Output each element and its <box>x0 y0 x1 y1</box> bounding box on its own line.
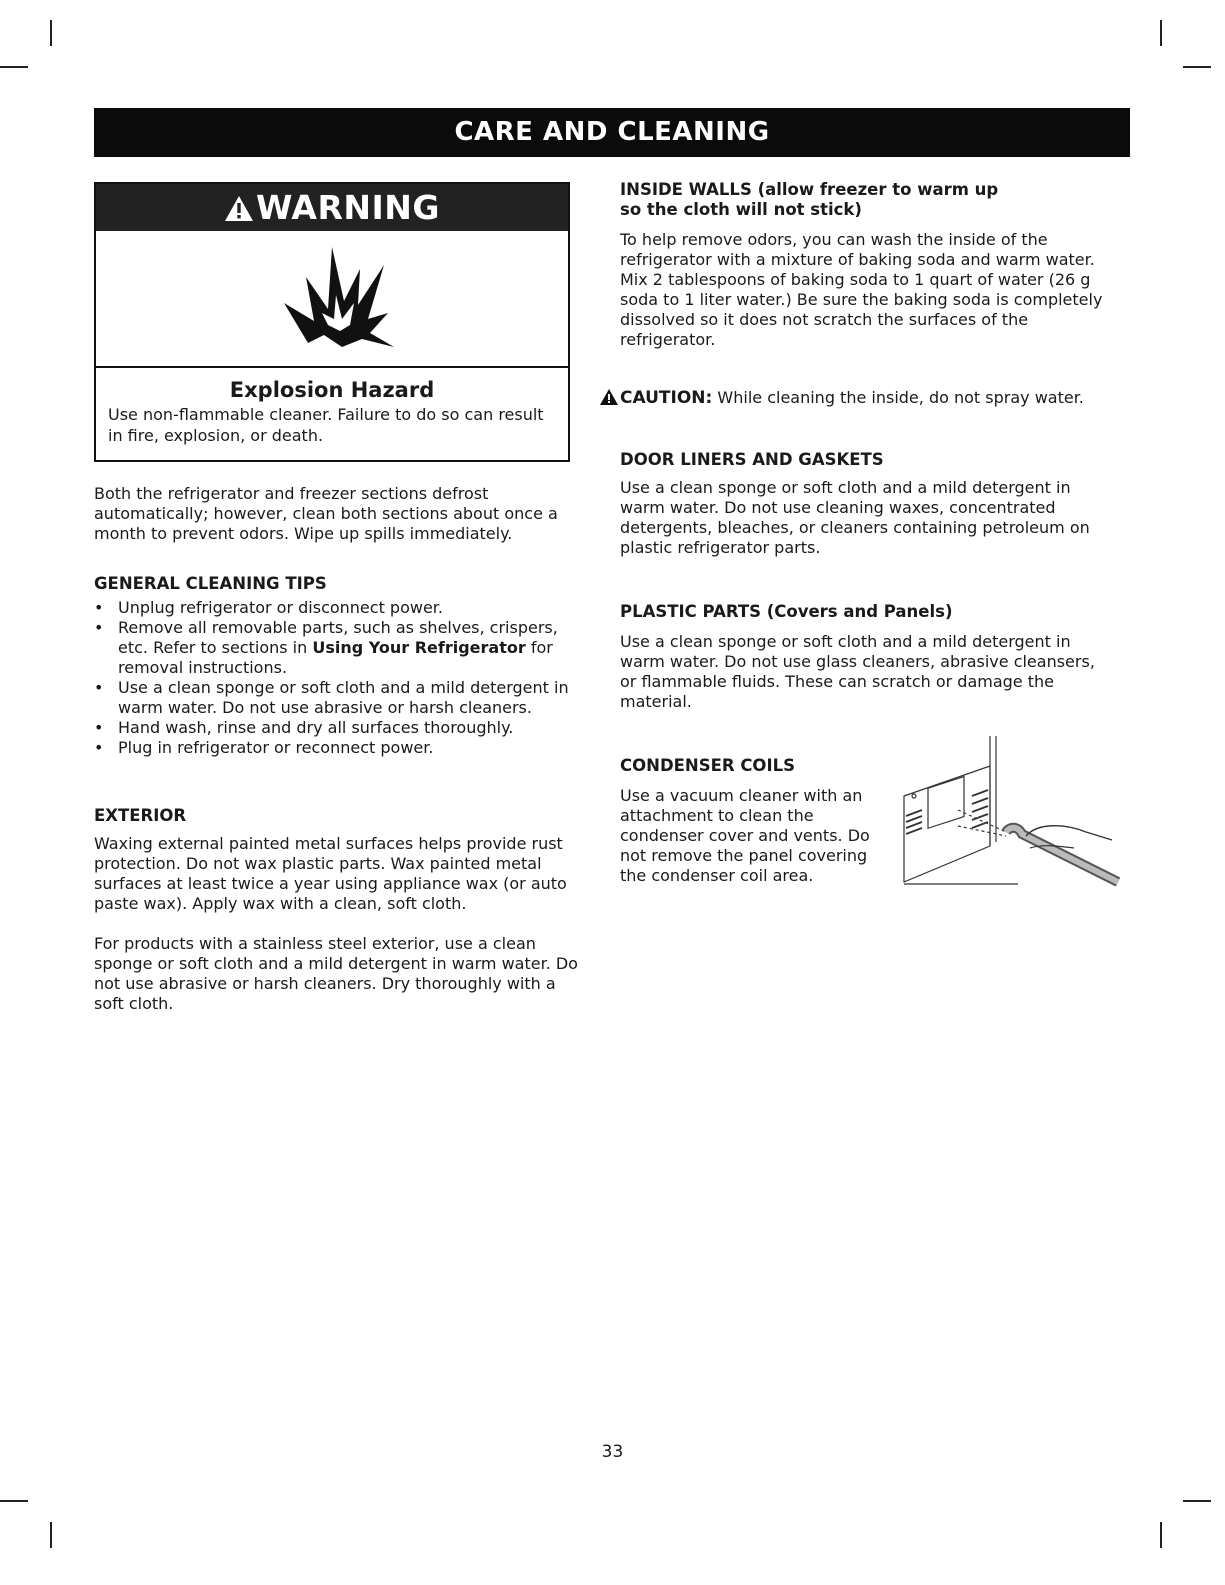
list-item: • Plug in refrigerator or reconnect power. <box>94 738 584 758</box>
door-liners-section <box>620 450 1118 558</box>
crop-mark <box>50 1522 52 1548</box>
exterior-section <box>94 806 584 1014</box>
warning-triangle-icon <box>224 187 254 234</box>
hazard-text: Use non-flammable cleaner. Failure to do so can result in fire, explosion, or death. <box>108 405 544 445</box>
warning-box <box>94 182 570 462</box>
door-heading: DOOR LINERS AND GASKETS <box>620 450 884 469</box>
exterior-heading: EXTERIOR <box>94 806 187 825</box>
general-list <box>94 598 584 758</box>
list-item: • Remove all removable parts, such as shelves, crispers, etc. Refer to sections in Using Your Refrigerator for removal instructions. <box>94 618 584 678</box>
inside-text: To help remove odors, you can wash the inside of the refrigerator with a mixture of baking soda and warm water. Mix 2 tablespoons of baking soda to 1 quart of water (26 g soda to 1 liter water.) Be sure the baking soda is completely dissolved so it does not scratch the surfaces of the refrigerator. <box>620 230 1103 349</box>
inside-walls-section <box>620 180 1118 350</box>
crop-mark <box>0 66 28 68</box>
exterior-text: Waxing external painted metal surfaces helps provide rust protection. Do not wax plastic parts. Wax painted metal surfaces at least twice a year using appliance wax (or auto paste wax). Apply wax with a clean, soft cloth. <box>94 834 567 913</box>
inside-heading: INSIDE WALLS (allow freezer to warm up so the cloth will not stick) <box>620 180 999 219</box>
warning-illustration <box>96 231 568 368</box>
crop-mark <box>1183 66 1211 68</box>
warning-header <box>96 184 568 231</box>
plastic-parts-section <box>620 602 1110 712</box>
crop-mark <box>1183 1500 1211 1502</box>
section-reference: Using Your Refrigerator <box>312 638 526 657</box>
caution-text: While cleaning the inside, do not spray water. <box>712 388 1084 407</box>
intro-text: Both the refrigerator and freezer sections defrost automatically; however, clean both sections about once a month to prevent odors. Wipe up spills immediately. <box>94 484 558 543</box>
crop-mark <box>1160 1522 1162 1548</box>
condenser-section <box>620 756 870 886</box>
general-cleaning-section <box>94 574 584 758</box>
hazard-title: Explosion Hazard <box>229 378 435 402</box>
list-item: • Hand wash, rinse and dry all surfaces thoroughly. <box>94 718 584 738</box>
condenser-heading: CONDENSER COILS <box>620 756 795 775</box>
page-title: CARE AND CLEANING <box>94 108 1130 157</box>
general-heading: GENERAL CLEANING TIPS <box>94 574 327 593</box>
crop-mark <box>50 20 52 46</box>
list-item: • Use a clean sponge or soft cloth and a mild detergent in warm water. Do not use abrasive or harsh cleaners. <box>94 678 584 718</box>
condenser-text: Use a vacuum cleaner with an attachment to clean the condenser cover and vents. Do not remove the panel covering the condenser coil area. <box>620 786 870 885</box>
door-text: Use a clean sponge or soft cloth and a mild detergent in warm water. Do not use cleaning waxes, concentrated detergents, bleaches, or cleaners containing petroleum on plastic refrigerator parts. <box>620 478 1090 557</box>
list-item: • Unplug refrigerator or disconnect power. <box>94 598 584 618</box>
crop-mark <box>0 1500 28 1502</box>
plastic-heading: PLASTIC PARTS (Covers and Panels) <box>620 602 953 621</box>
caution-note <box>620 388 1100 410</box>
intro-paragraph <box>94 484 584 544</box>
stainless-text: For products with a stainless steel exterior, use a clean sponge or soft cloth and a mild detergent in warm water. Do not use abrasive or harsh cleaners. Dry thoroughly with a soft cloth. <box>94 934 578 1013</box>
caution-label: CAUTION: <box>620 388 713 408</box>
plastic-text: Use a clean sponge or soft cloth and a mild detergent in warm water. Do not use glass cleaners, abrasive cleansers, or flammable fluids. These can scratch or damage the material. <box>620 632 1095 711</box>
crop-mark <box>1160 20 1162 46</box>
page-number: 33 <box>601 1442 624 1462</box>
warning-title: WARNING <box>256 188 440 227</box>
explosion-icon <box>284 243 404 353</box>
vacuum-condenser-illustration <box>898 736 1120 888</box>
